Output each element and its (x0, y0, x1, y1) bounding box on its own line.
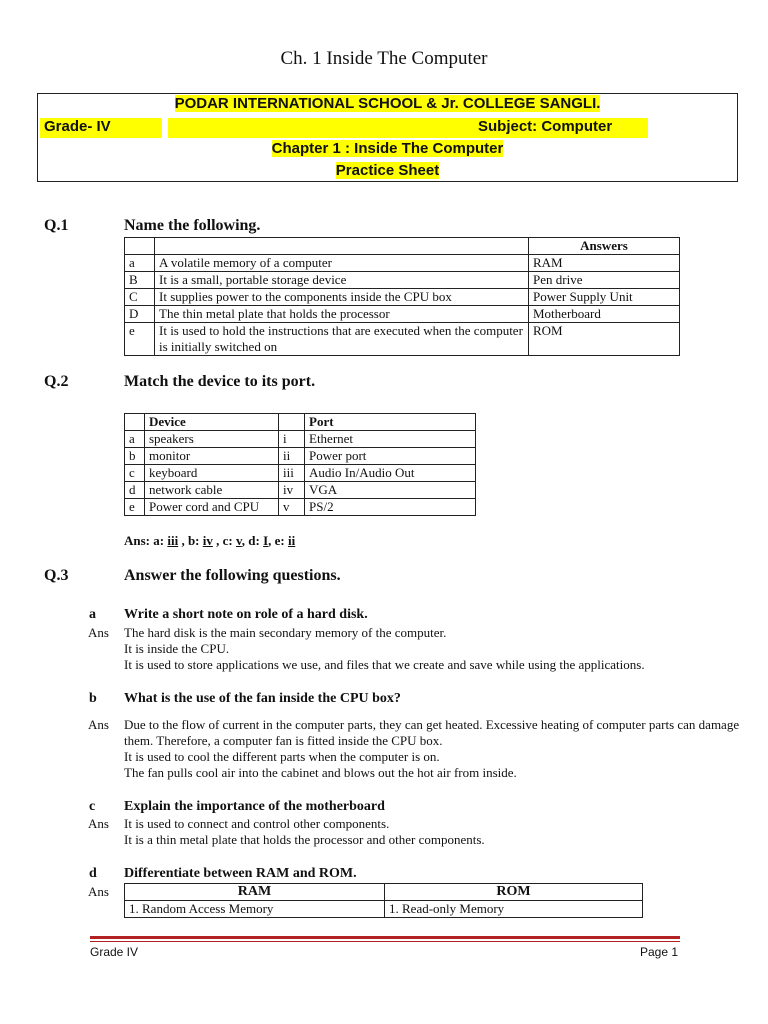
document-title: Ch. 1 Inside The Computer (280, 48, 488, 69)
footer-rule-thin (90, 941, 680, 942)
row-answer: RAM (529, 255, 680, 272)
row-letter: e (125, 323, 155, 356)
q2-table (124, 413, 476, 516)
answer-b: iv (202, 533, 213, 548)
row-answer: Power Supply Unit (529, 289, 680, 306)
answer-line: It is used to store applications we use, and files that we create and save while using the applications. (124, 657, 645, 672)
row-letter: C (125, 289, 155, 306)
row-answer: Pen drive (529, 272, 680, 289)
q3a-ans-label: Ans (88, 625, 109, 640)
table-row (125, 884, 643, 901)
answer-sep: , b: (178, 533, 203, 548)
row-question: It is a small, portable storage device (155, 272, 529, 289)
device-letter: e (125, 499, 145, 516)
q3a-letter: a (89, 607, 96, 622)
q3a-answer (124, 625, 744, 673)
device-letter: b (125, 448, 145, 465)
answer-sep: , d: (241, 533, 264, 548)
port-header: Port (305, 414, 476, 431)
port-roman: iii (279, 465, 305, 482)
device-name: Power cord and CPU (145, 499, 279, 516)
port-roman: i (279, 431, 305, 448)
row-question: The thin metal plate that holds the processor (155, 306, 529, 323)
grade-label: Grade- IV (40, 118, 162, 138)
table-row (125, 272, 680, 289)
q3-title: Answer the following questions. (124, 567, 341, 584)
port-roman: ii (279, 448, 305, 465)
q2-number: Q.2 (44, 373, 69, 390)
row-letter: D (125, 306, 155, 323)
rom-cell: 1. Read-only Memory (385, 901, 643, 918)
answer-line: It is used to cool the different parts when the computer is on. (124, 749, 440, 764)
row-answer: Motherboard (529, 306, 680, 323)
table-row (125, 465, 476, 482)
device-name: keyboard (145, 465, 279, 482)
row-question: It is used to hold the instructions that are executed when the computer is initially switched on (155, 323, 529, 356)
device-name: speakers (145, 431, 279, 448)
q3-number: Q.3 (44, 567, 69, 584)
q3d-question: Differentiate between RAM and ROM. (124, 866, 357, 881)
q3d-ans-label: Ans (88, 884, 109, 899)
school-name-row (38, 95, 737, 112)
port-name: PS/2 (305, 499, 476, 516)
table-row (125, 482, 476, 499)
device-header: Device (145, 414, 279, 431)
q1-table (124, 237, 680, 356)
q3a-question: Write a short note on role of a hard disk. (124, 607, 368, 622)
footer-rule (90, 936, 680, 939)
device-letter: a (125, 431, 145, 448)
table-row (125, 289, 680, 306)
port-roman: iv (279, 482, 305, 499)
device-name: network cable (145, 482, 279, 499)
table-cell (125, 414, 145, 431)
answers-header: Answers (529, 238, 680, 255)
answer-line: Due to the flow of current in the computer parts, they can get heated. Excessive heating of computer parts can damage them. Therefore, a computer fan is fitted inside the CPU box. (124, 717, 740, 748)
subject-label: Subject: Computer (478, 118, 648, 138)
answer-sep: , e: (268, 533, 289, 548)
chapter-label: Chapter 1 : Inside The Computer (271, 140, 504, 157)
rom-header: ROM (385, 884, 643, 901)
q2-answer-line (124, 533, 295, 549)
header-box (37, 93, 738, 182)
answer-line: It is used to connect and control other components. (124, 816, 390, 831)
ram-rom-table (124, 883, 643, 918)
answer-prefix: Ans: a: (124, 533, 168, 548)
chapter-row (38, 140, 737, 157)
q3c-letter: c (89, 799, 96, 814)
answer-c: v (235, 533, 242, 548)
row-question: It supplies power to the components inside the CPU box (155, 289, 529, 306)
ram-header: RAM (125, 884, 385, 901)
answer-line: The fan pulls cool air into the cabinet and blows out the hot air from inside. (124, 765, 517, 780)
answer-a: iii (167, 533, 179, 548)
ram-cell: 1. Random Access Memory (125, 901, 385, 918)
q3b-ans-label: Ans (88, 717, 109, 732)
footer-page-number: Page 1 (640, 945, 679, 959)
footer-grade: Grade IV (90, 945, 139, 959)
port-name: Audio In/Audio Out (305, 465, 476, 482)
table-cell (279, 414, 305, 431)
table-row (125, 901, 643, 918)
grade-subject-row (40, 118, 735, 138)
port-name: Ethernet (305, 431, 476, 448)
q3c-ans-label: Ans (88, 816, 109, 831)
sheet-row (38, 162, 737, 179)
q1-title: Name the following. (124, 217, 261, 234)
table-row (125, 306, 680, 323)
answer-e: ii (288, 533, 296, 548)
row-question: A volatile memory of a computer (155, 255, 529, 272)
table-row (125, 238, 680, 255)
answer-d: I (263, 533, 269, 548)
device-letter: d (125, 482, 145, 499)
table-cell (155, 238, 529, 255)
table-row (125, 414, 476, 431)
q3d-letter: d (89, 866, 97, 881)
device-name: monitor (145, 448, 279, 465)
school-name: PODAR INTERNATIONAL SCHOOL & Jr. COLLEGE SANGLI. (174, 95, 601, 112)
table-row (125, 255, 680, 272)
table-cell (125, 238, 155, 255)
answer-line: It is a thin metal plate that holds the processor and other components. (124, 832, 485, 847)
q3b-question: What is the use of the fan inside the CPU box? (124, 691, 401, 706)
q3c-answer (124, 816, 744, 848)
port-roman: v (279, 499, 305, 516)
port-name: Power port (305, 448, 476, 465)
row-letter: B (125, 272, 155, 289)
q2-title: Match the device to its port. (124, 373, 316, 390)
table-row (125, 323, 680, 356)
table-row (125, 499, 476, 516)
table-row (125, 431, 476, 448)
port-name: VGA (305, 482, 476, 499)
q3b-answer (124, 717, 744, 781)
q1-number: Q.1 (44, 217, 69, 234)
row-answer: ROM (529, 323, 680, 356)
table-row (125, 448, 476, 465)
q3c-question: Explain the importance of the motherboard (124, 799, 385, 814)
device-letter: c (125, 465, 145, 482)
answer-line: The hard disk is the main secondary memory of the computer. (124, 625, 447, 640)
sheet-label: Practice Sheet (335, 162, 440, 179)
answer-sep: , c: (212, 533, 236, 548)
row-letter: a (125, 255, 155, 272)
answer-line: It is inside the CPU. (124, 641, 230, 656)
q3b-letter: b (89, 691, 97, 706)
